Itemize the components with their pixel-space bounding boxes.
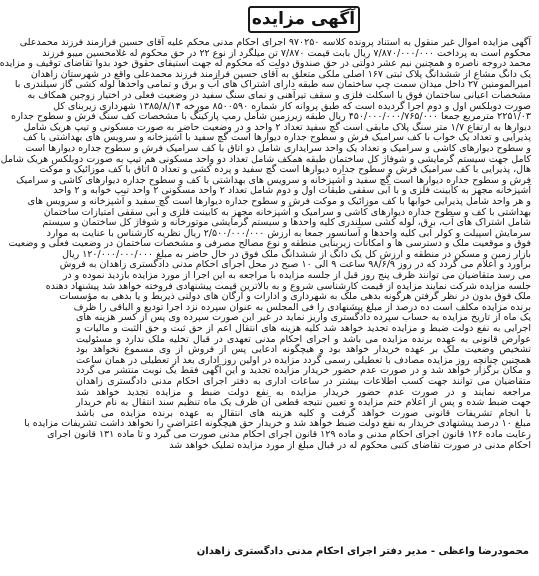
notice-title-box bbox=[248, 6, 360, 33]
notice-line: آگهی مزایده اموال غیر منقول به استناد پرونده کلاسه ۹۷۰۲۵۰ اجرای احکام مدنی محکم علیه آقای حسین فرازمند فرزند محمدعلی bbox=[19, 37, 531, 48]
notice-line: عوارض قانونی به عهده برنده مزایده می باشد و اجرای احکام مدنی تعهدی در قبال تخلیه ملک ندارد و مسئولیت bbox=[76, 333, 531, 345]
notice-title: آگهی مزایده bbox=[251, 9, 356, 29]
notice-line: ۲۲۵۱/۰۳ مترمربع جمعا ۴۵۰/۰۰۰/۰۰۰/۷۶۵/۰۰۰ ریال طبقه زیرزمین شامل رمپ پارکینگ با مشخصات کف سنگ فرش و سطوح جداره bbox=[10, 111, 531, 123]
notice-line: پذیرایی و تعداد یک خواب با کف سرامیک فرش و سطوح جداره دیوارها است گچ سفید با آشپزخانه و سرویس های بهداشتی با کف bbox=[23, 132, 531, 144]
notice-line: بهداشتی با کف و سطوح جداره دیوارهای کاشی و سرامیک و آشپزخانه مجهز به کابینت فلزی و آبی سقفی امتیازات ساختمان bbox=[43, 206, 531, 218]
notice-line: دیوارها به ارتفاع ۱/۷ متر سنگ پلاک مابقی است گچ سفید تعداد ۲ واحد و در وضعیت حاضر به صورت مسکونی و تیپ هریک شامل bbox=[23, 121, 531, 133]
notice-line: و سطوح دیوارهای کاشی و سرامیک و تعداد یک واحد سرایداری شامل دو اتاق با کف سرامیک فرش و سطوح جداره دیوارها است bbox=[25, 142, 531, 154]
notice-line: یک دانگ مشاع از ششدانگ پلاک ثبتی ۱۶۷ اصلی ملکی متعلق به آقای حسین فرازمند فرزند محمدعلی واقع در شهرستان زاهدان bbox=[30, 68, 531, 80]
notice-line: یک ماه از تاریخ مزایده به حساب سپرده دادگستری واریز نماید در غیر این صورت سپرده وی پس از کسر هزینه های bbox=[76, 312, 531, 324]
notice-line: مبلغ ۱۰ درصد پیشنهادی خریدار به نفع دولت ضبط خواهد شد و خریدار حق هیچگونه اعتراضی را نخواهد داشت تشریفات مزایده با bbox=[24, 418, 531, 430]
notice-line: مشخصات اعیانی ساختمان فوق با اسکلت فلزی و سقف تیرآهنی و نمای سنگ سفید در وضعیت فعلی در اختیار زوجین همکاف به bbox=[27, 89, 531, 101]
notice-line: همچنین چنانچه روز مزایده مصادف با تعطیلی رسمی گردد مزایده در اولین روز اداری بعد از تعطیلی در همان ساعت bbox=[76, 354, 531, 366]
notice-line: برآورد و اعلام می گردد که در روز ۹۸/۶/۹ ساعت ۹ الی ۱۰ صبح در محل اجرای احکام مدنی دادگستری زاهدان به فروش bbox=[59, 259, 531, 271]
notice-line: برنده مزایده مکلف است ده درصد از مبلغ پیشنهادی را فی المجلس به عنوان سپرده نزد اجرا تودیع و الباقی را ظرف bbox=[73, 301, 531, 313]
notice-line: احکام مدنی در صورت تقاضای کتبی محکوم له در قبال مبلغ از مورد مزایده تملیک خواهد شد bbox=[169, 439, 531, 451]
notice-line: فوق و موقعیت ملک و دسترسی ها و امکانات زیربنایی منطقه و نوع مصالح مصرفی و مشخصات ساختمان در وضعیت فعلی و وضعیت bbox=[8, 238, 531, 250]
notice-line: شامل اشتراک های آب، برق، لوله کشی سیلندری کلیه واحدها و سیستم گرمایشی موتورخانه و شوفاژ کل ساختمان و سیستم bbox=[42, 217, 531, 229]
notice-line: بازار زمین و مسکن در منطقه و ارزش کل یک دانگ از ششدانگ ملک فوق در حال حاضر به مبلغ ۱۲۰/۰۰۰/۰۰۰/۰۰۰ ریال bbox=[62, 248, 531, 260]
notice-line: امیرالمومنین ۲۷ داخل میدان سمت چپ ساختمان سه طبقه دارای اشتراک های آب و برق و تمامی واحدها لوله کشی گاز سیلندری با bbox=[14, 79, 531, 91]
notice-line: محکوم است به پرداخت ۷/۸۷۰/۰۰۰/۰۰۰ ریال بابت قیمت ۷/۸۷۰ تن میلگرد از نوع ۲۲ در حق محکوم له غلامحسین میبو فرزند bbox=[42, 47, 531, 59]
notice-line: محمد دروجه ناصره و همچنین نیم عشر دولتی در حق صندوق دولت که محکوم له جهت استیفای حقوق خود بدوا تقاضای توقیف و مزایده bbox=[0, 58, 531, 70]
notice-line: مراجعه نمایند و در صورت عدم حضور خریدار مزایده به نفع دولت ضبط و مزایده تجدید خواهد شد bbox=[76, 386, 531, 398]
notice-line: جهت ضبط شده و پس از اعلام ختم مزایده و تعیین نتیجه قطعی آن ظرف یک ماه تنظیم سند انتقال به نام خریدار bbox=[76, 397, 531, 409]
notice-line: می رسد متقاضیان می توانند ظرف پنج روز قبل از جلسه مزایده با مراجعه به این اجرا از مورد مزایده بازدید نموده و در bbox=[62, 270, 531, 282]
notice-line: رعایت ماده ۱۲۶ قانون اجرای احکام مدنی و ماده ۱۲۹ قانون اجرای احکام مدنی صورت می گیرد و تا ماده ۱۳۱ قانون اجرای bbox=[47, 428, 531, 440]
notice-line: صورت دوبلکس اول و دوم اجرا گردیده است که طبق پروانه کار شماره ۸۵۰۰۵۹۰ مورخه ۱۳۸۵/۸/۱۴ شهرداری زیربنای کل bbox=[53, 100, 531, 112]
notice-line: جلسه مزایده شرکت نمایند مزایده از قیمت کارشناسی شروع و به بالاترین قیمت پیشنهادی فروخته خواهد شد پیشنهاد دهنده bbox=[45, 280, 531, 292]
notice-body bbox=[0, 37, 531, 542]
notice-line: آشپزخانه مجهز به کابینت فلزی و با آبی سقفی طبقات اول و دوم شامل تعداد ۲ واحد مسکونی ۲ واحد تیپ خوابه و ۲ واحد bbox=[53, 185, 531, 197]
notice-line: متقاضیان می توانند جهت کسب اطلاعات بیشتر در ساعات اداری به دفتر اجرای احکام مدنی دادگستری زاهدان bbox=[76, 376, 531, 387]
notice-signature: محمودرضا واعظی - مدیر دفتر اجرای احکام مدنی دادگستری زاهدان bbox=[196, 546, 529, 557]
notice-line: کامل جهت سیستم گرمایشی و شوفاژ کل ساختمان طبقه همکف شامل تعداد دو واحد مسکونی هم تیپ به صورت دوبلکس هریک شامل bbox=[0, 153, 531, 165]
notice-line: اجرایی به نفع دولت ضبط و مزایده تجدید خواهد شد کلیه هزینه های انتقال اعم از حق ثبت و حق الثبت و مالیات و bbox=[76, 323, 531, 335]
notice-line: تشخیص وضعیت ملک بر عهده خریدار خواهد بود و هیچگونه ادعایی پس از فروش از وی مسموع نخواهد بود bbox=[76, 344, 531, 356]
notice-line: سرمایش اسپیلت و کولر آبی کلیه واحدها و آسانسور جمعا به ارزش ۲/۵۰۰/۰۰۰/۰۰۰ ریال نظریه کارشناس با عنایت به موارد bbox=[46, 227, 531, 239]
notice-line: هال، پذیرایی با کف سرامیک فرش و سطوح جداره دیوارها است گچ سفید و پرده کشی و تعداد ۵ اتاق با کف موزائیک و موکت bbox=[39, 164, 531, 176]
notice-line: با انجام تشریفات قانونی صورت خواهد گرفت و کلیه هزینه های انتقال به عهده برنده مزایده می باشد bbox=[76, 407, 531, 419]
notice-line: ملک فوق بدون در نظر گرفتن هرگونه بدهی ملک به شهرداری و ادارات و ارگان های دولتی ذیربط و یا بدهی به مؤسسات bbox=[59, 291, 531, 303]
notice-line: و هر واحد شامل پذیرایی خوابها با کف موزائیک و موکت فرش و سطوح جداره دیوارها است گچ سفید و آشپزخانه و سرویس های bbox=[27, 195, 531, 207]
notice-line: فرش و سطوح جداره دیوارها است گچ سفید و آشپزخانه و سرویس های بهداشتی با کف و سطوح جداره دیوارهای کاشی و سرامیک bbox=[16, 174, 531, 186]
notice-line: و مکان برگزار خواهد شد و در صورت عدم حضور خریدار مزایده تجدید و این آگهی فقط یک نوبت منتشر می گردد bbox=[76, 365, 531, 377]
